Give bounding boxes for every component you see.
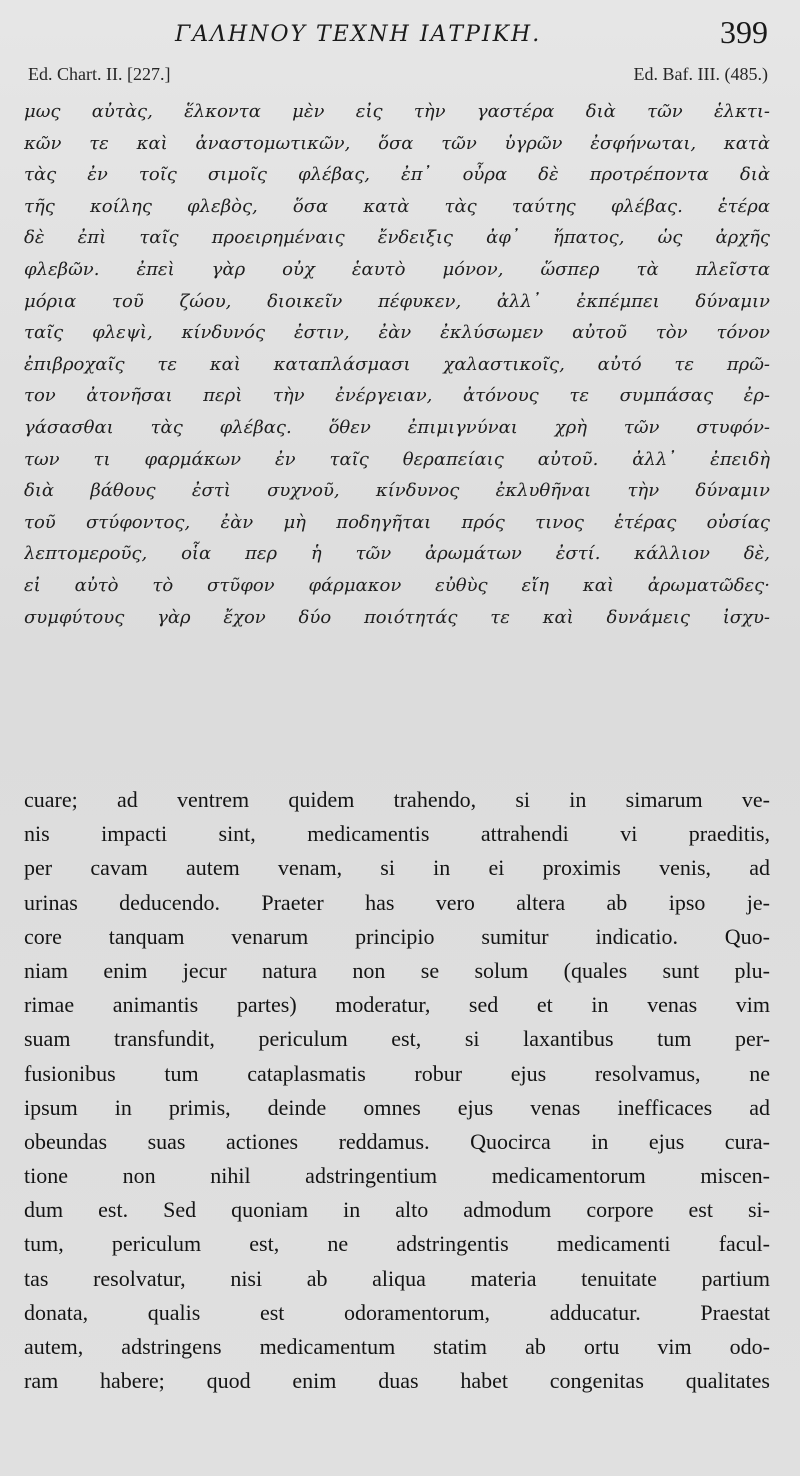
greek-line: τον ἀτονῆσαι περὶ τὴν ἐνέργειαν, ἀτόνους τε συμπάσας ἐρ- [24,385,770,407]
greek-line: κῶν τε καὶ ἀναστομωτικῶν, ὅσα τῶν ὑγρῶν ἐσφήνωται, κατὰ [24,132,770,154]
latin-line: donata, qualis est odoramentorum, adducatur. Praestat [24,1299,770,1325]
latin-line: cuare; ad ventrem quidem trahendo, si in simarum ve- [24,787,770,812]
latin-line: dum est. Sed quoniam in alto admodum corpore est si- [24,1197,770,1223]
page-number: 399 [720,14,768,50]
greek-line: εἰ αὐτὸ τὸ στῦφον φάρμακον εὐθὺς εἴη καὶ ἀρωματῶδες· [24,574,770,596]
latin-line: core tanquam venarum principio sumitur indicatio. Quo- [24,923,770,949]
latin-line: suam transfundit, periculum est, si laxantibus tum per- [24,1026,770,1052]
latin-line: tione non nihil adstringentium medicamentorum miscen- [24,1163,770,1189]
latin-line: ram habere; quod enim duas habet congenitas qualitates [24,1368,770,1394]
edition-basel-reference: Ed. Baf. III. (485.) [633,64,768,84]
greek-line: τὰς ἐν τοῖς σιμοῖς φλέβας, ἐπ᾽ οὖρα δὲ προτρέποντα διὰ [24,164,770,186]
latin-line: niam enim jecur natura non se solum (quales sunt plu- [24,957,770,983]
edition-reference-line [28,64,768,90]
running-title: ΓΑΛΗΝΟΥ ΤΕΧΝΗ ΙΑΤΡΙΚΗ. [175,22,542,47]
latin-line: tas resolvatur, nisi ab aliqua materia tenuitate partium [24,1265,770,1291]
greek-line: ἐπιβροχαῖς τε καὶ καταπλάσμασι χαλαστικοῖς, αὐτό τε πρῶ- [24,353,770,375]
latin-line: per cavam autem venam, si in ei proximis venis, ad [24,855,770,881]
greek-line: μόρια τοῦ ζώου, διοικεῖν πέφυκεν, ἀλλ᾽ ἐκπέμπει δύναμιν [24,290,770,312]
greek-line: λεπτομεροῦς, οἷα περ ἡ τῶν ἀρωμάτων ἐστί. κάλλιον δὲ, [24,543,770,565]
latin-line: nis impacti sint, medicamentis attrahendi vi praeditis, [24,821,770,847]
greek-line: τῆς κοίλης φλεβὸς, ὅσα κατὰ τὰς ταύτης φλέβας. ἑτέρα [24,195,770,217]
greek-line: δὲ ἐπὶ ταῖς προειρημέναις ἔνδειξις ἀφ᾽ ἥπατος, ὡς ἀρχῆς [24,227,770,249]
edition-chart-reference: Ed. Chart. II. [227.] [28,64,171,84]
latin-line: obeundas suas actiones reddamus. Quocirca in ejus cura- [24,1128,770,1154]
greek-line: μως αὐτὰς, ἕλκοντα μὲν εἰς τὴν γαστέρα διὰ τῶν ἑλκτι- [24,101,770,122]
latin-line: fusionibus tum cataplasmatis robur ejus resolvamus, ne [24,1060,770,1086]
latin-line: urinas deducendo. Praeter has vero altera ab ipso je- [24,889,770,915]
greek-text-block [24,96,770,633]
greek-line: τοῦ στύφοντος, ἐὰν μὴ ποδηγῆται πρός τινος ἑτέρας οὐσίας [24,511,770,533]
latin-line: autem, adstringens medicamentum statim ab ortu vim odo- [24,1334,770,1359]
greek-line: φλεβῶν. ἐπεὶ γὰρ οὐχ ἑαυτὸ μόνον, ὥσπερ τὰ πλεῖστα [24,258,770,280]
latin-line: rimae animantis partes) moderatur, sed et in venas vim [24,992,770,1018]
greek-line: των τι φαρμάκων ἐν ταῖς θεραπείαις αὐτοῦ. ἀλλ᾽ ἐπειδὴ [24,448,770,470]
latin-text-block [24,783,770,1398]
greek-line: ταῖς φλεψὶ, κίνδυνός ἐστιν, ἐὰν ἐκλύσωμεν αὐτοῦ τὸν τόνον [24,322,770,344]
latin-line: tum, periculum est, ne adstringentis medicamenti facul- [24,1231,770,1257]
latin-line: ipsum in primis, deinde omnes ejus venas inefficaces ad [24,1094,770,1120]
greek-line: διὰ βάθους ἐστὶ συχνοῦ, κίνδυνος ἐκλυθῆναι τὴν δύναμιν [24,480,770,502]
greek-line: συμφύτους γὰρ ἔχον δύο ποιότητάς τε καὶ δυνάμεις ἰσχυ- [24,606,770,628]
greek-line: γάσασθαι τὰς φλέβας. ὅθεν ἐπιμιγνύναι χρὴ τῶν στυφόν- [24,416,770,438]
